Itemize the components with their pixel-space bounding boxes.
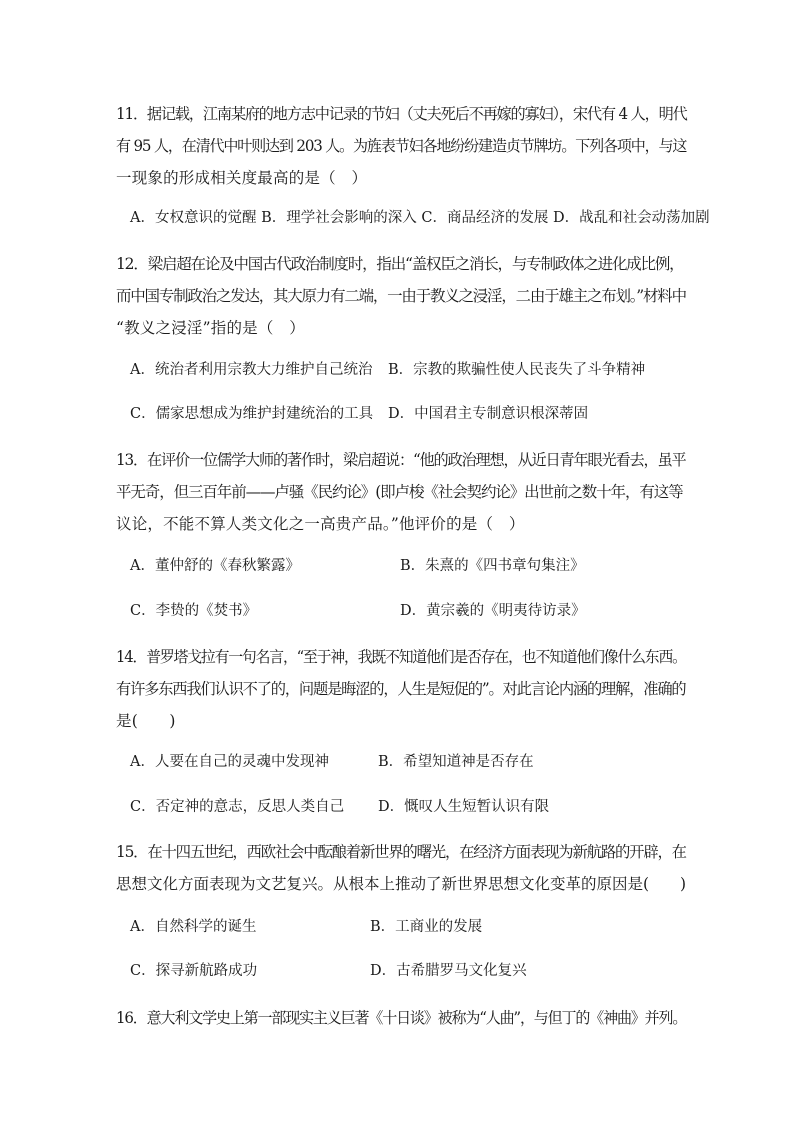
stem-line: 思想文化方面表现为文艺复兴。从根本上推动了新世界思想文化变革的原因是( ) (116, 875, 687, 893)
option-b: B．宗教的欺骗性使人民丧失了斗争精神 (388, 362, 646, 378)
question-12-stem (116, 248, 686, 344)
stem-line: 有许多东西我们认识不了的，问题是晦涩的，人生是短促的”。对此言论内涵的理解，准确的 (116, 680, 686, 698)
question-16-stem (116, 1002, 686, 1034)
stem-line: 13．在评价一位儒学大师的著作时，梁启超说：“他的政治理想，从近日青年眼光看去，虽平 (116, 451, 686, 469)
option-a: A．自然科学的诞生 (130, 919, 257, 935)
option-c: C．探寻新航路成功 (130, 963, 258, 979)
stem-line: 12．梁启超在论及中国古代政治制度时，指出“盖权臣之消长，与专制政体之进化成比例， (116, 255, 684, 273)
stem-line: 而中国专制政治之发达，其大原力有二端，一由于教义之浸淫，二由于雄主之布划。”材料中 (116, 287, 686, 305)
question-14-stem (116, 641, 686, 737)
option-line: A．女权意识的觉醒 B．理学社会影响的深入 C．商品经济的发展 D．战乱和社会动荡加剧 (130, 210, 710, 226)
stem-line: 11．据记载，江南某府的地方志中记录的节妇（丈夫死后不再嫁的寡妇），宋代有 4 人，明代 (116, 105, 687, 123)
option-b: B．朱熹的《四书章句集注》 (400, 558, 585, 574)
stem-line: 议论，不能不算人类文化之一高贵产品。”他评价的是（ ） (116, 515, 525, 533)
option-d: D．黄宗羲的《明夷待访录》 (400, 603, 586, 619)
stem-line: 平无奇，但三百年前——卢骚《民约论》(即卢梭《社会契约论》出世前之数十年，有这等 (116, 483, 683, 501)
option-d: D．慨叹人生短暂认识有限 (378, 799, 550, 815)
question-15-stem (116, 836, 686, 900)
option-d: D．中国君主专制意识根深蒂固 (388, 406, 589, 422)
question-13-stem (116, 444, 686, 540)
option-d: D．古希腊罗马文化复兴 (370, 963, 527, 979)
option-c: C．李贽的《焚书》 (130, 603, 258, 619)
option-c: C．否定神的意志，反思人类自己 (130, 799, 345, 815)
stem-line: 14．普罗塔戈拉有一句名言，“至于神，我既不知道他们是否存在，也不知道他们像什么东西。 (116, 648, 686, 666)
stem-line: 16．意大利文学史上第一部现实主义巨著《十日谈》被称为“人曲”，与但丁的《神曲》并列。 (116, 1009, 687, 1027)
stem-line: “教义之浸淫”指的是（ ） (116, 319, 305, 337)
stem-line: 一现象的形成相关度最高的是（ ） (116, 169, 368, 187)
option-b: B．工商业的发展 (370, 919, 483, 935)
stem-line: 15．在十四五世纪，西欧社会中酝酿着新世界的曙光，在经济方面表现为新航路的开辟，在 (116, 843, 686, 861)
option-c: C．儒家思想成为维护封建统治的工具 (130, 406, 374, 422)
option-a: A．董仲舒的《春秋繁露》 (130, 558, 300, 574)
stem-line: 是( ) (116, 712, 176, 730)
option-a: A．人要在自己的灵魂中发现神 (130, 754, 329, 770)
option-a: A．统治者利用宗教大力维护自己统治 (130, 362, 373, 378)
option-b: B．希望知道神是否存在 (378, 754, 534, 770)
question-11-stem (116, 98, 686, 194)
stem-line: 有 95 人，在清代中叶则达到 203 人。为旌表节妇各地纷纷建造贞节牌坊。下列各项中，与这 (116, 137, 687, 155)
